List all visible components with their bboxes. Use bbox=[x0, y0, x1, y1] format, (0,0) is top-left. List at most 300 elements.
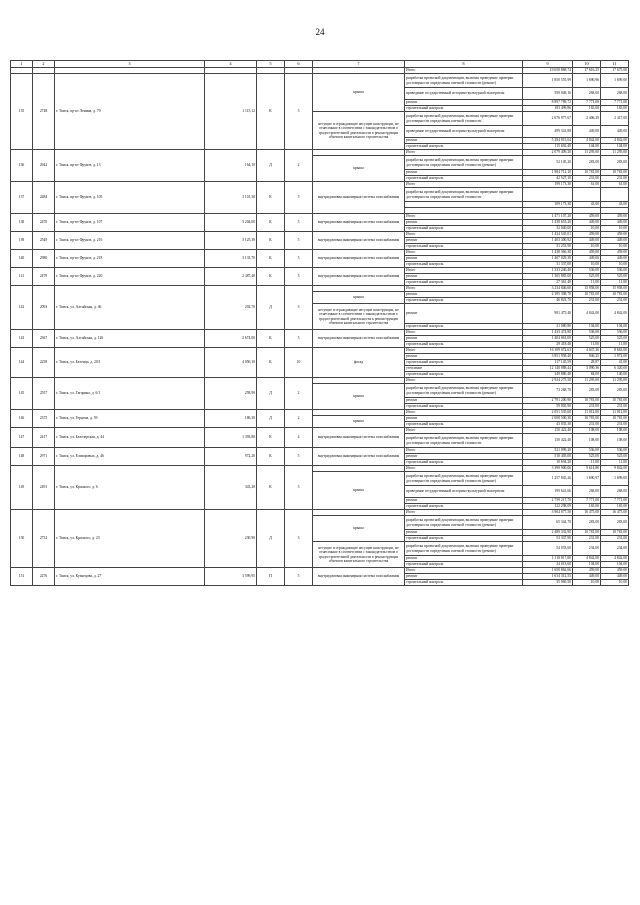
wall-material: К bbox=[257, 348, 285, 378]
wall-material: К bbox=[257, 74, 285, 150]
work-description: строительный контроль bbox=[405, 280, 523, 286]
address: г. Томск, ул. Красного, д. 23 bbox=[55, 510, 205, 568]
cost-total: 521 099,20 bbox=[523, 448, 573, 454]
unit-cost-limit: 15 958,00 bbox=[601, 286, 629, 292]
cost-total: 59 805,90 bbox=[523, 404, 573, 410]
work-description: ремонт bbox=[405, 354, 523, 360]
unit-cost-limit: 231,00 bbox=[601, 422, 629, 428]
wall-material: К bbox=[257, 330, 285, 348]
unit-cost-limit: 10 781,00 bbox=[601, 398, 629, 404]
cost-total: 32 040,00 bbox=[523, 226, 573, 232]
unit-cost: 231,00 bbox=[573, 404, 601, 410]
work-description: ремонт bbox=[405, 574, 523, 580]
unit-cost-limit: 525,00 bbox=[601, 336, 629, 342]
floors: 2 bbox=[285, 378, 313, 410]
house-id: 2479 bbox=[33, 268, 55, 286]
wall-material: Д bbox=[257, 378, 285, 410]
house-id: 2748 bbox=[33, 74, 55, 150]
cost-total: 8 897 789,72 bbox=[523, 100, 573, 106]
unit-cost: 61,00 bbox=[573, 182, 601, 188]
house-id: 2367 bbox=[33, 330, 55, 348]
unit-cost: 459,00 bbox=[573, 214, 601, 220]
unit-cost: 15 958,00 bbox=[573, 286, 601, 292]
row-number: 149 bbox=[11, 466, 33, 510]
address: г. Томск, пр-кт Фрунзе, д. 13 bbox=[55, 150, 205, 182]
work-type: внутридомовая инженерная система газоснабжения bbox=[313, 268, 405, 286]
work-description: строительный контроль bbox=[405, 262, 523, 268]
work-description: ремонт bbox=[405, 256, 523, 262]
work-description: утепление bbox=[405, 366, 523, 372]
table-row bbox=[11, 74, 629, 88]
work-type: внутридомовая инженерная система газоснабжения bbox=[313, 214, 405, 232]
unit-cost: 525,00 bbox=[573, 274, 601, 280]
row-number: 138 bbox=[11, 214, 33, 232]
address: г. Томск, ул. Герцена, д. 59 bbox=[55, 410, 205, 428]
work-description: строительный контроль bbox=[405, 404, 523, 410]
unit-cost: 10 781,00 bbox=[573, 292, 601, 298]
floors: 3 bbox=[285, 286, 313, 330]
wall-material: Д bbox=[257, 410, 285, 428]
column-number: 7 bbox=[313, 61, 405, 68]
cost-total: 31 253,90 bbox=[523, 244, 573, 250]
unit-cost-limit: 41,00 bbox=[601, 360, 629, 366]
unit-cost-limit: 165,00 bbox=[601, 504, 629, 510]
floors: 5 bbox=[285, 214, 313, 232]
unit-cost: 449,00 bbox=[573, 574, 601, 580]
unit-cost: 11,00 bbox=[573, 460, 601, 466]
work-type: внутридомовая инженерная система газоснабжения bbox=[313, 448, 405, 466]
cost-total: 46 823,70 bbox=[523, 298, 573, 304]
unit-cost: 231,00 bbox=[573, 422, 601, 428]
work-description: Итого bbox=[405, 68, 523, 74]
address: г. Томск, пр-кт Фрунзе, д. 220 bbox=[55, 268, 205, 286]
cost-total: 27 361,40 bbox=[523, 280, 573, 286]
unit-cost: 16 475,00 bbox=[573, 510, 601, 516]
cost-total: 115 692,48 bbox=[523, 144, 573, 150]
unit-cost-limit: 7 771,00 bbox=[601, 100, 629, 106]
unit-cost-limit: 283,00 bbox=[601, 516, 629, 530]
unit-cost-limit: 525,00 bbox=[601, 454, 629, 460]
wall-material: К bbox=[257, 268, 285, 286]
unit-cost-limit: 61,00 bbox=[601, 182, 629, 188]
unit-cost: 7 771,00 bbox=[573, 100, 601, 106]
unit-cost-limit bbox=[601, 188, 629, 202]
unit-cost-limit: 1 699,00 bbox=[601, 74, 629, 88]
column-number: 2 bbox=[33, 61, 55, 68]
work-description: ремонт bbox=[405, 530, 523, 536]
cost-total: 35 969,50 bbox=[523, 580, 573, 586]
unit-cost-limit: 11,00 bbox=[601, 342, 629, 348]
work-description: строительный контроль bbox=[405, 504, 523, 510]
work-type: крыша bbox=[313, 516, 405, 542]
cost-total: 109 173,30 bbox=[523, 202, 573, 208]
work-description: строительный контроль bbox=[405, 580, 523, 586]
row-number: 146 bbox=[11, 410, 33, 428]
cost-total: 1 850 555,99 bbox=[523, 74, 573, 88]
cost-total: 1 650 862,66 bbox=[523, 568, 573, 574]
unit-cost-limit: 268,00 bbox=[601, 88, 629, 100]
total-area: 230,90 bbox=[205, 510, 257, 568]
work-description: строительный контроль bbox=[405, 106, 523, 112]
work-description: проведение государственной историко-культурной экспертизы bbox=[405, 88, 523, 100]
work-description: строительный контроль bbox=[405, 422, 523, 428]
house-id: 2549 bbox=[33, 232, 55, 250]
cost-total: 1 305 885,00 bbox=[523, 274, 573, 280]
work-type: крыша bbox=[313, 384, 405, 410]
work-description: строительный контроль bbox=[405, 324, 523, 330]
unit-cost bbox=[573, 188, 601, 202]
work-description: строительный контроль bbox=[405, 244, 523, 250]
work-description: Итого bbox=[405, 466, 523, 472]
unit-cost: 108,00 bbox=[573, 434, 601, 448]
cost-total: 199 173,30 bbox=[523, 182, 573, 188]
work-description: Итого bbox=[405, 428, 523, 434]
work-description: ремонт bbox=[405, 416, 523, 422]
unit-cost: 9 614,80 bbox=[573, 466, 601, 472]
work-description: разработка проектной документации, включая проведение проверки достоверности определения сметной стоимости (ремонт) bbox=[405, 74, 523, 88]
unit-cost: 1 690,96 bbox=[573, 74, 601, 88]
unit-cost: 11 295,00 bbox=[573, 150, 601, 156]
house-id: 2980 bbox=[33, 250, 55, 268]
work-description: Итого bbox=[405, 568, 523, 574]
floors: 5 bbox=[285, 448, 313, 466]
row-number: 135 bbox=[11, 74, 33, 150]
unit-cost: 7 771,00 bbox=[573, 498, 601, 504]
column-number: 10 bbox=[573, 61, 601, 68]
cost-total: 1 118 017,80 bbox=[523, 556, 573, 562]
work-description: Итого bbox=[405, 330, 523, 336]
floors: 3 bbox=[285, 466, 313, 510]
unit-cost: 268,00 bbox=[573, 486, 601, 498]
cost-total: 1 333 246,40 bbox=[523, 268, 573, 274]
total-area: 258,90 bbox=[205, 378, 257, 410]
row-number: 136 bbox=[11, 150, 33, 182]
work-description: строительный контроль bbox=[405, 372, 523, 378]
work-description: ремонт bbox=[405, 398, 523, 404]
work-type: крыша bbox=[313, 74, 405, 112]
work-description: разработка проектной документации, включая проведение проверки достоверности определения сметной стоимости (ремонт) bbox=[405, 384, 523, 398]
cost-total: 43 035,30 bbox=[523, 422, 573, 428]
address: г. Томск, ул. Елизаровых, д. 46 bbox=[55, 448, 205, 466]
work-type: несущие и ограждающие несущие конструкции, не отнесенные в соответствии с законодательством о градостроительной деятельности к реконструкции объектов капитального строительства bbox=[313, 542, 405, 568]
address: г. Томск, ул. Алтайская, д. 126 bbox=[55, 330, 205, 348]
unit-cost: 459,00 bbox=[573, 250, 601, 256]
work-description: Итого bbox=[405, 250, 523, 256]
cost-total bbox=[523, 188, 573, 202]
address: г. Томск, пр-кт Фрунзе, д. 107 bbox=[55, 214, 205, 232]
total-area: 4 050,10 bbox=[205, 348, 257, 378]
floors: 2 bbox=[285, 150, 313, 182]
unit-cost-limit: 10 781,00 bbox=[601, 170, 629, 176]
unit-cost: 17 616,25 bbox=[573, 68, 601, 74]
unit-cost-limit: 10,00 bbox=[601, 244, 629, 250]
floors: 5 bbox=[285, 330, 313, 348]
wall-material: К bbox=[257, 466, 285, 510]
work-description: ремонт bbox=[405, 138, 523, 144]
unit-cost: 11,00 bbox=[573, 280, 601, 286]
row-number: 143 bbox=[11, 330, 33, 348]
work-type: крыша bbox=[313, 416, 405, 428]
house-id: 2491 bbox=[33, 466, 55, 510]
unit-cost: 10 781,00 bbox=[573, 530, 601, 536]
cost-total: 2 676 977,67 bbox=[523, 112, 573, 126]
unit-cost-limit: 1 972,00 bbox=[601, 354, 629, 360]
wall-material: К bbox=[257, 448, 285, 466]
work-description: разработка проектной документации, включая проведение проверки достоверности определения сметной стоимости (ремонт) bbox=[405, 156, 523, 170]
address: г. Томск, ул. Алтайская, д. 46 bbox=[55, 286, 205, 330]
work-description: строительный контроль bbox=[405, 460, 523, 466]
work-description: ремонт bbox=[405, 220, 523, 226]
work-description: Итого bbox=[405, 150, 523, 156]
work-description: ремонт bbox=[405, 498, 523, 504]
unit-cost-limit: 459,00 bbox=[601, 232, 629, 238]
cost-total: 10 694,20 bbox=[523, 460, 573, 466]
wall-material: К bbox=[257, 232, 285, 250]
cost-total: 12 140 088,44 bbox=[523, 366, 573, 372]
unit-cost-limit: 268,00 bbox=[601, 486, 629, 498]
unit-cost: 11 295,00 bbox=[573, 378, 601, 384]
work-type: внутридомовая инженерная система газоснабжения bbox=[313, 428, 405, 448]
row-number: 140 bbox=[11, 250, 33, 268]
wall-material: К bbox=[257, 250, 285, 268]
unit-cost: 459,00 bbox=[573, 568, 601, 574]
work-description: строительный контроль bbox=[405, 144, 523, 150]
house-id: 2484 bbox=[33, 182, 55, 214]
work-description: Итого bbox=[405, 182, 523, 188]
work-description: разработка проектной документации, включая проведение проверки достоверности определения сметной стоимости bbox=[405, 188, 523, 202]
floors: 3 bbox=[285, 74, 313, 150]
work-type: крыша bbox=[313, 156, 405, 182]
address: г. Томск, ул. Белозерская, д. 44 bbox=[55, 428, 205, 448]
house-id: 2557 bbox=[33, 378, 55, 410]
unit-cost-limit: 231,00 bbox=[601, 298, 629, 304]
cost-total: 3 904 077,50 bbox=[523, 510, 573, 516]
unit-cost: 10,00 bbox=[573, 244, 601, 250]
unit-cost: 525,00 bbox=[573, 336, 601, 342]
cost-total: 1 614 312,55 bbox=[523, 574, 573, 580]
unit-cost: 10 781,00 bbox=[573, 416, 601, 422]
unit-cost: 459,00 bbox=[573, 232, 601, 238]
unit-cost: 10,00 bbox=[573, 580, 601, 586]
unit-cost-limit: 1 699,00 bbox=[601, 472, 629, 486]
unit-cost: 3 090,36 bbox=[573, 366, 601, 372]
house-id: 2971 bbox=[33, 448, 55, 466]
unit-cost-limit: 231,00 bbox=[601, 536, 629, 542]
unit-cost-limit: 536,00 bbox=[601, 448, 629, 454]
unit-cost-limit: 11 295,00 bbox=[601, 150, 629, 156]
unit-cost-limit: 449,00 bbox=[601, 574, 629, 580]
cost-total: 2 079 409,20 bbox=[523, 150, 573, 156]
cost-total: 73 268,70 bbox=[523, 384, 573, 398]
row-number: 148 bbox=[11, 448, 33, 466]
unit-cost-limit: 165,00 bbox=[601, 106, 629, 112]
work-type: внутридомовая инженерная система газоснабжения bbox=[313, 250, 405, 268]
cost-total: 65 344,70 bbox=[523, 516, 573, 530]
work-type: крыша bbox=[313, 472, 405, 510]
cost-total: 1 257 845,26 bbox=[523, 472, 573, 486]
unit-cost: 10,00 bbox=[573, 262, 601, 268]
unit-cost: 525,00 bbox=[573, 454, 601, 460]
unit-cost-limit: 234,00 bbox=[601, 542, 629, 556]
work-description: строительный контроль bbox=[405, 536, 523, 542]
cost-total: 499 341,88 bbox=[523, 126, 573, 138]
unit-cost-limit: 8 663,00 bbox=[601, 348, 629, 354]
cost-total: 1 403 300,92 bbox=[523, 238, 573, 244]
unit-cost-limit: 231,00 bbox=[601, 404, 629, 410]
unit-cost-limit: 10 781,00 bbox=[601, 292, 629, 298]
row-number: 139 bbox=[11, 232, 33, 250]
work-description: Итого bbox=[405, 232, 523, 238]
floors: 5 bbox=[285, 182, 313, 214]
unit-cost: 231,00 bbox=[573, 536, 601, 542]
unit-cost-limit: 449,00 bbox=[601, 238, 629, 244]
unit-cost-limit: 104,00 bbox=[601, 562, 629, 568]
unit-cost: 84,00 bbox=[573, 372, 601, 378]
wall-material: Д bbox=[257, 150, 285, 182]
row-number: 145 bbox=[11, 378, 33, 410]
unit-cost-limit: 11 012,00 bbox=[601, 410, 629, 416]
work-description: ремонт bbox=[405, 292, 523, 298]
wall-material: Д bbox=[257, 510, 285, 568]
unit-cost-limit: 231,00 bbox=[601, 176, 629, 182]
unit-cost-limit: 4 842,00 bbox=[601, 304, 629, 324]
address: г. Томск, пр-кт Фрунзе, д. 218 bbox=[55, 250, 205, 268]
unit-cost: 4 047,26 bbox=[573, 348, 601, 354]
house-id: 2375 bbox=[33, 410, 55, 428]
floors: 3 bbox=[285, 510, 313, 568]
unit-cost: 11,00 bbox=[573, 342, 601, 348]
unit-cost: 449,00 bbox=[573, 220, 601, 226]
work-description: строительный контроль bbox=[405, 360, 523, 366]
floors: 2 bbox=[285, 410, 313, 428]
unit-cost-limit: 283,00 bbox=[601, 156, 629, 170]
unit-cost: 449,00 bbox=[573, 126, 601, 138]
wall-material: К bbox=[257, 182, 285, 214]
cost-total: 2 924 275,50 bbox=[523, 378, 573, 384]
total-area: 3 599,95 bbox=[205, 568, 257, 586]
total-area: 202,70 bbox=[205, 286, 257, 330]
total-area: 2 487,40 bbox=[205, 268, 257, 286]
work-description: ремонт bbox=[405, 454, 523, 460]
unit-cost-limit: 104,00 bbox=[601, 144, 629, 150]
unit-cost: 231,00 bbox=[573, 298, 601, 304]
unit-cost: 11 012,00 bbox=[573, 410, 601, 416]
unit-cost-limit: 536,00 bbox=[601, 330, 629, 336]
address: г. Томск, пр-кт Ленина, д. 70 bbox=[55, 74, 205, 150]
total-area: 3 101,30 bbox=[205, 182, 257, 214]
unit-cost: 283,00 bbox=[573, 516, 601, 530]
floors: 5 bbox=[285, 250, 313, 268]
floors: 5 bbox=[285, 568, 313, 586]
column-number: 4 bbox=[205, 61, 257, 68]
unit-cost: 449,00 bbox=[573, 238, 601, 244]
column-number-row bbox=[11, 61, 629, 68]
unit-cost-limit: 459,00 bbox=[601, 250, 629, 256]
unit-cost: 536,00 bbox=[573, 268, 601, 274]
address: г. Томск, пр-кт Фрунзе, д. 216 bbox=[55, 232, 205, 250]
cost-total: 981 475,40 bbox=[523, 304, 573, 324]
unit-cost-limit: 449,00 bbox=[601, 256, 629, 262]
work-description: ремонт bbox=[405, 274, 523, 280]
house-id: 2093 bbox=[33, 286, 55, 330]
cost-total: 183 499,86 bbox=[523, 106, 573, 112]
work-type: внутридомовая инженерная система газоснабжения bbox=[313, 232, 405, 250]
unit-cost-limit: 2 417,00 bbox=[601, 112, 629, 126]
work-type: несущие и ограждающие несущие конструкции, не отнесенные в соответствии с законодательством о градостроительной деятельности к реконструкции объектов капитального строительства bbox=[313, 112, 405, 150]
house-id: 2276 bbox=[33, 568, 55, 586]
house-id: 2942 bbox=[33, 150, 55, 182]
work-description: ремонт bbox=[405, 336, 523, 342]
cost-total: 1 438 366,30 bbox=[523, 250, 573, 256]
total-area: 1 115,12 bbox=[205, 74, 257, 150]
unit-cost-limit: 11,00 bbox=[601, 280, 629, 286]
column-number: 5 bbox=[257, 61, 285, 68]
work-type: внутридомовая инженерная система газоснабжения bbox=[313, 568, 405, 586]
unit-cost: 2 406,29 bbox=[573, 112, 601, 126]
work-description: строительный контроль bbox=[405, 176, 523, 182]
unit-cost: 1 690,97 bbox=[573, 472, 601, 486]
wall-material: К bbox=[257, 428, 285, 448]
unit-cost: 231,00 bbox=[573, 176, 601, 182]
unit-cost-limit: 4 842,00 bbox=[601, 138, 629, 144]
work-description: Итого bbox=[405, 378, 523, 384]
cost-total: 2 008 500,30 bbox=[523, 416, 573, 422]
unit-cost-limit: 459,00 bbox=[601, 214, 629, 220]
work-type: внутридомовая инженерная система газоснабжения bbox=[313, 182, 405, 214]
floors: 4 bbox=[285, 428, 313, 448]
unit-cost: 283,00 bbox=[573, 156, 601, 170]
cost-total: 19 650 868,74 bbox=[523, 68, 573, 74]
cost-total: 1 438 653,20 bbox=[523, 220, 573, 226]
cost-total: 150 422,40 bbox=[523, 434, 573, 448]
cost-total: 31 337,00 bbox=[523, 262, 573, 268]
cost-total: 52 105,20 bbox=[523, 156, 573, 170]
work-type: фасад bbox=[313, 348, 405, 378]
wall-material: К bbox=[257, 214, 285, 232]
cost-total: 3 234 846,60 bbox=[523, 286, 573, 292]
work-description: Итого bbox=[405, 268, 523, 274]
unit-cost-limit: 459,00 bbox=[601, 568, 629, 574]
cost-total: 24 013,60 bbox=[523, 562, 573, 568]
row-number: 144 bbox=[11, 348, 33, 378]
total-area: 2 674,00 bbox=[205, 330, 257, 348]
unit-cost-limit: 17 675,00 bbox=[601, 68, 629, 74]
cost-total: 150 422,40 bbox=[523, 428, 573, 434]
wall-material: П bbox=[257, 568, 285, 586]
work-description: Итого bbox=[405, 286, 523, 292]
row-number: 147 bbox=[11, 428, 33, 448]
work-type: несущие и ограждающие несущие конструкции, не отнесенные в соответствии с законодательством о градостроительной деятельности к реконструкции объектов капитального строительства bbox=[313, 304, 405, 330]
cost-total: 2 759 217,70 bbox=[523, 498, 573, 504]
row-number: 151 bbox=[11, 568, 33, 586]
column-number: 8 bbox=[405, 61, 523, 68]
work-type: внутридомовая инженерная система газоснабжения bbox=[313, 330, 405, 348]
unit-cost: 10 781,00 bbox=[573, 398, 601, 404]
cost-total: 29 418,40 bbox=[523, 342, 573, 348]
wall-material: Д bbox=[257, 286, 285, 330]
unit-cost-limit: 449,00 bbox=[601, 126, 629, 138]
unit-cost-limit: 108,00 bbox=[601, 428, 629, 434]
work-description: ремонт bbox=[405, 238, 523, 244]
cost-total: 1 471 107,20 bbox=[523, 214, 573, 220]
work-description: разработка проектной документации, включая проведение проверки достоверности определения сметной стоимости (ремонт) bbox=[405, 516, 523, 530]
unit-cost: 234,00 bbox=[573, 542, 601, 556]
unit-cost-limit: 10,00 bbox=[601, 262, 629, 268]
house-id: 2258 bbox=[33, 348, 55, 378]
work-description: ремонт bbox=[405, 304, 523, 324]
column-number: 9 bbox=[523, 61, 573, 68]
cost-total: 5 284 815,04 bbox=[523, 138, 573, 144]
